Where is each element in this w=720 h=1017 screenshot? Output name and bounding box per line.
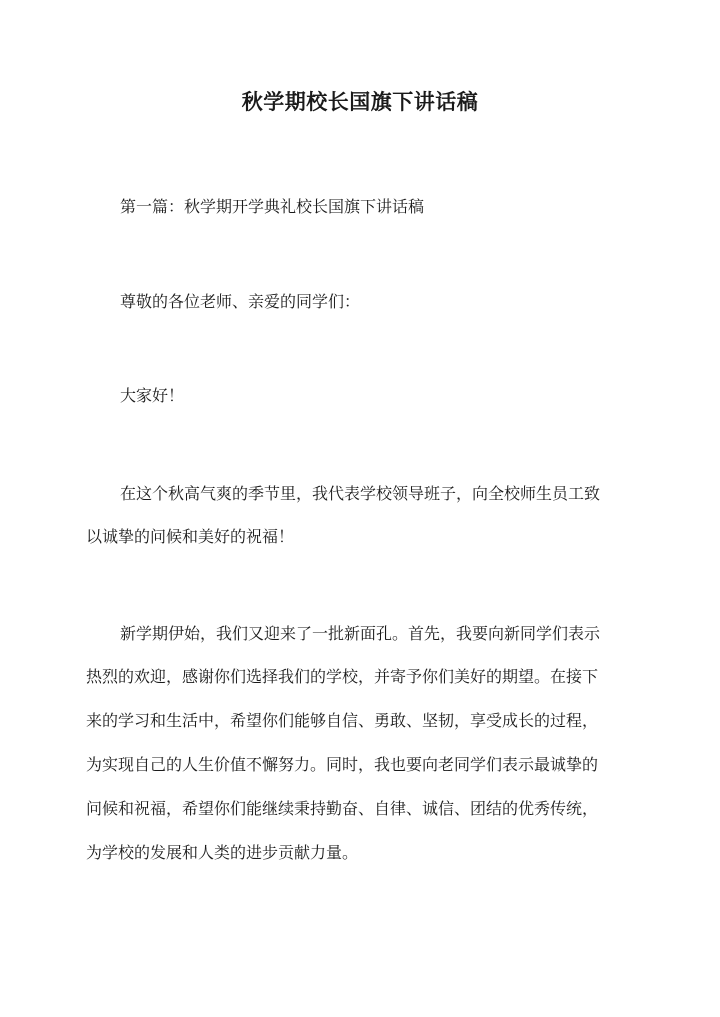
paragraph-2-line-1: 新学期伊始，我们又迎来了一批新面孔。首先，我要向新同学们表示 <box>120 624 601 643</box>
paragraph-1-line-2: 以诚挚的问候和美好的祝福！ <box>86 527 295 546</box>
salutation: 尊敬的各位老师、亲爱的同学们： <box>120 292 361 311</box>
paragraph-2-line-5: 问候和祝福，希望你们能继续秉持勤奋、自律、诚信、团结的优秀传统， <box>86 799 599 818</box>
paragraph-2-line-3: 来的学习和生活中，希望你们能够自信、勇敢、坚韧，享受成长的过程， <box>86 711 599 730</box>
greeting: 大家好！ <box>120 386 185 405</box>
paragraph-1-line-1: 在这个秋高气爽的季节里，我代表学校领导班子，向全校师生员工致 <box>120 484 601 503</box>
paragraph-2-line-4: 为实现自己的人生价值不懈努力。同时，我也要向老同学们表示最诚挚的 <box>86 755 599 774</box>
section-heading: 第一篇：秋学期开学典礼校长国旗下讲话稿 <box>120 197 425 216</box>
document-title: 秋学期校长国旗下讲话稿 <box>241 89 479 114</box>
paragraph-2-line-6: 为学校的发展和人类的进步贡献力量。 <box>86 843 359 862</box>
paragraph-2-line-2: 热烈的欢迎，感谢你们选择我们的学校，并寄予你们美好的期望。在接下 <box>86 667 599 686</box>
